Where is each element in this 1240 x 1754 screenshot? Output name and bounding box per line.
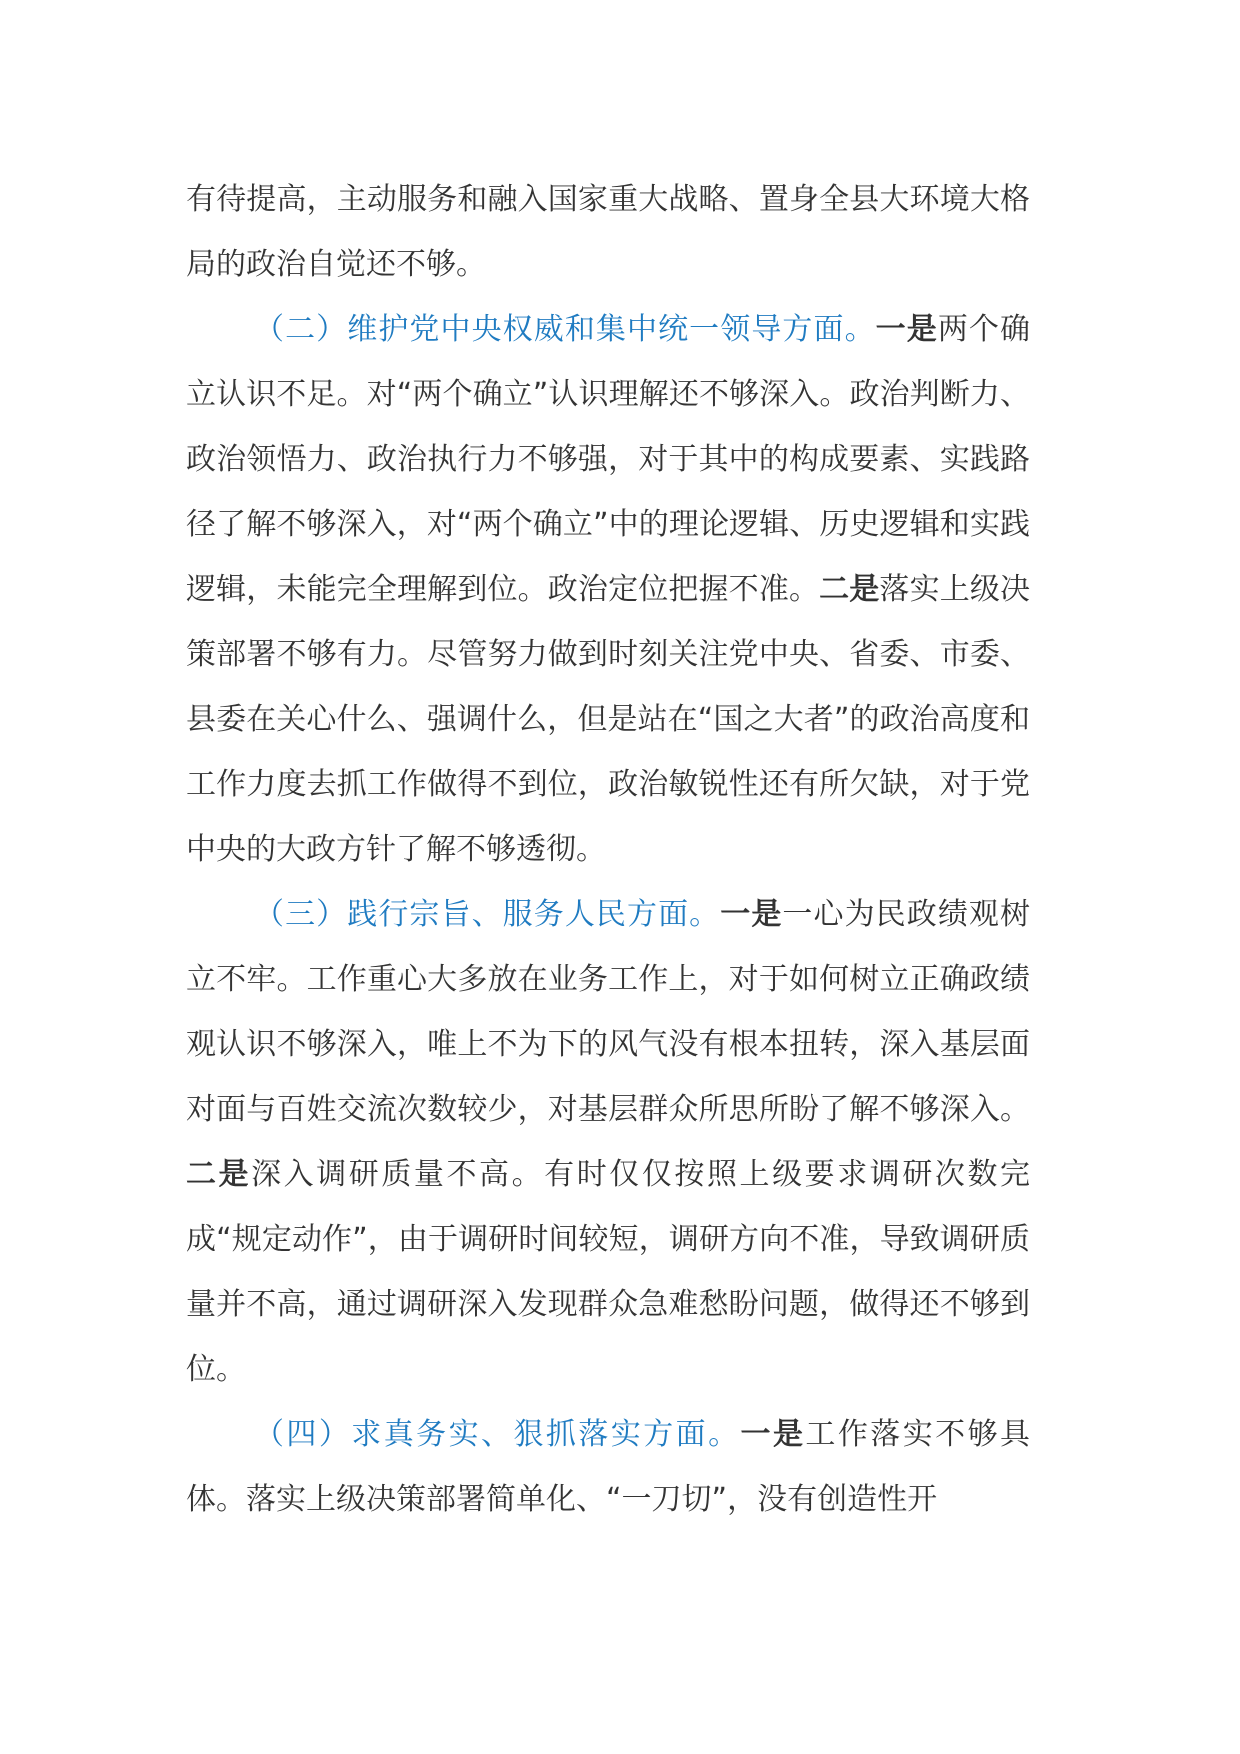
point-lead: 二是 (186, 1157, 252, 1192)
section-heading: （三）践行宗旨、服务人民方面。 (254, 897, 721, 932)
section-heading: （四）求真务实、狠抓落实方面。 (254, 1417, 741, 1452)
point-text: 两个确立认识不足。对“两个确立”认识理解还不够深入。政治判断力、政治领悟力、政治执行力不够强，对于其中的构成要素、实践路径了解不够深入，对“两个确立”中的理论逻辑、历史逻辑和实践逻辑，未能完全理解到位。政治定位把握不准。 (186, 312, 1031, 607)
point-text: 工作落实不够具体。落实上级决策部署简单化、“一刀切”，没有创造性开 (186, 1417, 1031, 1517)
point-text: 一心为民政绩观树立不牢。工作重心大多放在业务工作上，对于如何树立正确政绩观认识不够深入，唯上不为下的风气没有根本扭转，深入基层面对面与百姓交流次数较少，对基层群众所思所盼了解不够深入。 (186, 897, 1031, 1127)
paragraph-section-4 (186, 1402, 1030, 1532)
section-heading: （二）维护党中央权威和集中统一领导方面。 (254, 312, 876, 347)
point-text: 深入调研质量不高。有时仅仅按照上级要求调研次数完成“规定动作”，由于调研时间较短，调研方向不准，导致调研质量并不高，通过调研深入发现群众急难愁盼问题，做得还不够到位。 (186, 1157, 1031, 1387)
point-lead: 二是 (819, 572, 880, 607)
point-lead: 一是 (720, 897, 783, 932)
paragraph-continuation (186, 167, 1030, 297)
point-text: 落实上级决策部署不够有力。尽管努力做到时刻关注党中央、省委、市委、县委在关心什么、强调什么，但是站在“国之大者”的政治高度和工作力度去抓工作做得不到位，政治敏锐性还有所欠缺，对于党中央的大政方针了解不够透彻。 (186, 572, 1031, 867)
paragraph-section-2 (186, 297, 1030, 882)
document-page (186, 167, 1030, 1532)
point-lead: 一是 (740, 1417, 806, 1452)
paragraph-section-3 (186, 882, 1030, 1402)
point-lead: 一是 (875, 312, 938, 347)
paragraph-text: 有待提高，主动服务和融入国家重大战略、置身全县大环境大格局的政治自觉还不够。 (186, 182, 1030, 282)
